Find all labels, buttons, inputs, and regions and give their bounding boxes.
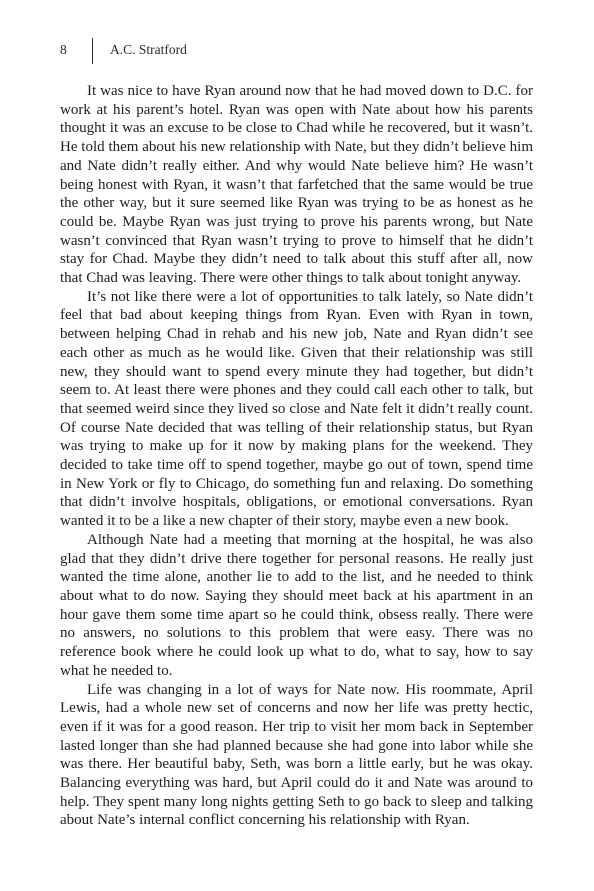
paragraph: It was nice to have Ryan around now that he had moved down to D.C. for work at his parent’s hotel. Ryan was open with Nate about how his parents thought it was an excuse to be close to Chad while he recovered, but it wasn’t. He told them about his new relationship with Nate, but they didn’t believe him and Nate didn’t really either. And why would Nate believe him? He wasn’t being honest with Ryan, it wasn’t that farfetched that the same would be true the other way, but it sure seemed like Ryan was trying to be as honest as he could be. Maybe Ryan was just trying to prove his parents wrong, but Nate wasn’t convinced that Ryan wasn’t trying to prove to himself that he didn’t stay for Chad. Maybe they didn’t need to talk about this stuff after all, now that Chad was leaving. There were other things to talk about tonight anyway. xyxy=(60,83,533,287)
running-header xyxy=(0,38,594,68)
paragraph: Life was changing in a lot of ways for Nate now. His roommate, April Lewis, had a whole new set of concerns and now her life was pretty hectic, even if it was for a good reason. Her trip to visit her mom back in September lasted longer than she had planned because she had gone into labor while she was there. Her beautiful baby, Seth, was born a little early, but he was okay. Balancing everything was hard, but April could do it and Nate was around to help. They spent many long nights getting Seth to go back to sleep and talking about Nate’s internal conflict concerning his relationship with Ryan. xyxy=(60,681,533,829)
body-text xyxy=(60,82,533,830)
page-number: 8 xyxy=(60,42,67,57)
author-name: A.C. Stratford xyxy=(110,42,187,57)
header-divider xyxy=(92,38,93,64)
paragraph: It’s not like there were a lot of opportunities to talk lately, so Nate didn’t feel that bad about keeping things from Ryan. Even with Ryan in town, between helping Chad in rehab and his new job, Nate and Ryan didn’t see each other as much as he would like. Given that their relationship was still new, they should want to spend every minute they had together, but didn’t seem to. At least there were phones and they could call each other to talk, but that seemed weird since they lived so close and Nate felt it didn’t really count. Of course Nate decided that was telling of their relationship status, but Ryan was trying to make up for it now by making plans for the weekend. They decided to take time off to spend together, maybe go out of town, spend time in New York or fly to Chicago, do something fun and relaxing. Do something that didn’t involve hospitals, obligations, or emotional conversations. Ryan wanted it to be a like a new chapter of their story, maybe even a new book. xyxy=(60,288,533,530)
paragraph: Although Nate had a meeting that morning at the hospital, he was also glad that they didn’t drive there together for personal reasons. He really just wanted the time alone, another lie to add to the list, and he needed to think about what to do now. Saying they should meet back at his apartment in an hour gave them some time apart so he could think, obsess really. There were no answers, no solutions to this problem that were easy. There was no reference book where he could look up what to do, what to say, how to say what he needed to. xyxy=(60,531,533,679)
